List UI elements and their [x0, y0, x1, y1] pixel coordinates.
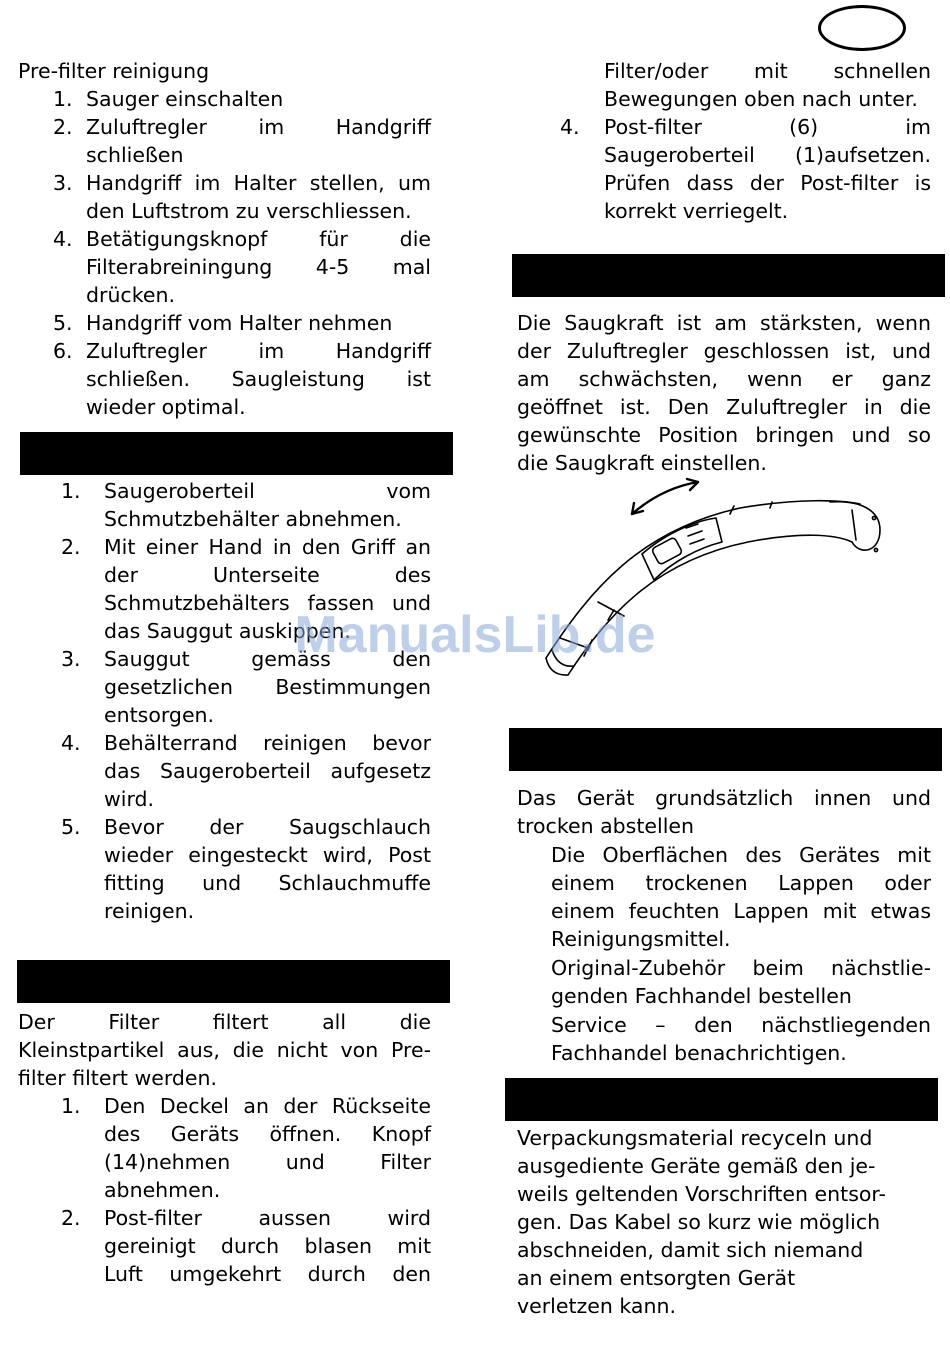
- text-line: Handgriff vom Halter nehmen: [86, 311, 393, 335]
- text-line: Post-filter (6) im: [604, 115, 931, 139]
- list-number: 1.: [61, 1094, 81, 1118]
- text-line: Sauggut gemäss den: [104, 647, 431, 671]
- list-item: [18, 729, 431, 813]
- list-item-text: [104, 813, 431, 925]
- text-line: abschneiden, damit sich niemand: [517, 1238, 864, 1262]
- text-line: das Saugeroberteil aufgesetz: [104, 759, 431, 783]
- list-number: 3.: [53, 171, 73, 195]
- list-item-text: [104, 477, 431, 533]
- list-item: [18, 1204, 431, 1288]
- text-line: an einem entsorgten Gerät: [517, 1266, 796, 1290]
- text-line: schließen: [86, 143, 184, 167]
- list-item-text: [104, 729, 431, 813]
- text-line: Zuluftregler im Handgriff: [86, 339, 431, 363]
- text-line: Filterabreiningung 4-5 mal: [86, 255, 431, 279]
- list-number: 5.: [53, 311, 73, 335]
- list-number: 4.: [53, 227, 73, 251]
- text-line: Betätigungsknopf für die: [86, 227, 431, 251]
- list-number: 1.: [61, 479, 81, 503]
- text-line: Mit einer Hand in den Griff an: [104, 535, 431, 559]
- text-line: einem trockenen Lappen oder: [551, 871, 931, 895]
- postfilter-step-4: [517, 113, 931, 225]
- prefilter-section: [18, 57, 431, 421]
- text-line: (14)nehmen und Filter: [104, 1150, 431, 1174]
- prefilter-title: Pre-filter reinigung: [18, 59, 210, 83]
- prefilter-steps: [18, 85, 431, 421]
- text-line: Prüfen dass der Post-filter is: [604, 171, 931, 195]
- list-item-text: [86, 225, 431, 309]
- text-line: reinigen.: [104, 899, 195, 923]
- maintenance-items: [517, 841, 931, 1067]
- continued-text: [517, 57, 931, 113]
- maintenance-item: [551, 1011, 931, 1067]
- section-header-bar: [512, 254, 945, 297]
- list-item-text: [104, 645, 431, 729]
- list-number: 2.: [61, 535, 81, 559]
- suction-text: [517, 309, 931, 477]
- hose-handle-illustration: [530, 470, 890, 690]
- maintenance-intro: [517, 784, 931, 840]
- text-line: der Zuluftregler geschlossen ist, und: [517, 339, 931, 363]
- list-item-text: [86, 113, 431, 169]
- text-line: filter filtert werden.: [18, 1066, 218, 1090]
- text-line: drücken.: [86, 283, 175, 307]
- text-line: Den Deckel an der Rückseite: [104, 1094, 431, 1118]
- list-item-text: [104, 533, 431, 645]
- maintenance-item: [551, 841, 931, 953]
- list-number: 5.: [61, 815, 81, 839]
- section-header-bar: [509, 728, 942, 771]
- text-line: abnehmen.: [104, 1178, 221, 1202]
- text-line: Saugeroberteil (1)aufsetzen.: [604, 143, 931, 167]
- postfilter-steps: [18, 1092, 431, 1288]
- text-line: das Sauggut auskippen.: [104, 619, 351, 643]
- list-item-text: [86, 337, 431, 421]
- maintenance-section: [517, 784, 931, 1067]
- suction-section: [517, 309, 931, 477]
- list-item-text: [86, 169, 431, 225]
- text-line: Verpackungsmaterial recyceln und: [517, 1126, 873, 1150]
- list-item: [18, 477, 431, 533]
- text-line: Saugeroberteil vom: [104, 479, 431, 503]
- text-line: Behälterrand reinigen bevor: [104, 731, 431, 755]
- text-line: Das Gerät grundsätzlich innen und: [517, 786, 931, 810]
- list-item: [18, 309, 431, 337]
- text-line: Schmutzbehälters fassen und: [104, 591, 431, 615]
- text-line: Der Filter filtert all die: [18, 1010, 431, 1034]
- text-line: den Luftstrom zu verschliessen.: [86, 199, 412, 223]
- list-item: [18, 813, 431, 925]
- text-line: Luft umgekehrt durch den: [104, 1262, 431, 1286]
- text-line: Original-Zubehör beim nächstlie-: [551, 956, 931, 980]
- text-line: Zuluftregler im Handgriff: [86, 115, 431, 139]
- list-item: [18, 169, 431, 225]
- list-item-text: [604, 113, 931, 225]
- language-badge-oval: [818, 5, 906, 51]
- list-item: [18, 1092, 431, 1204]
- text-line: gereinigt durch blasen mit: [104, 1234, 431, 1258]
- text-line: entsorgen.: [104, 703, 215, 727]
- watermark: ManualsLib.de: [294, 606, 656, 664]
- list-number: 3.: [61, 647, 81, 671]
- text-line: ausgediente Geräte gemäß den je-: [517, 1154, 876, 1178]
- list-item: [18, 337, 431, 421]
- list-number: 4.: [560, 115, 580, 139]
- text-line: Handgriff im Halter stellen, um: [86, 171, 431, 195]
- list-item-text: [86, 85, 431, 113]
- text-line: gesetzlichen Bestimmungen: [104, 675, 431, 699]
- list-number: 4.: [61, 731, 81, 755]
- container-steps: [18, 477, 431, 925]
- text-line: gen. Das Kabel so kurz wie möglich: [517, 1210, 881, 1234]
- container-cleaning-section: [18, 477, 431, 925]
- text-line: wird.: [104, 787, 155, 811]
- text-line: schließen. Saugleistung ist: [86, 367, 431, 391]
- postfilter-section: [18, 1008, 431, 1288]
- text-line: Die Saugkraft ist am stärksten, wenn: [517, 311, 931, 335]
- text-line: Bevor der Saugschlauch: [104, 815, 431, 839]
- list-number: 2.: [53, 115, 73, 139]
- text-line: des Geräts öffnen. Knopf: [104, 1122, 431, 1146]
- list-item: [18, 85, 431, 113]
- maintenance-item: [551, 954, 931, 1010]
- list-item: [18, 533, 431, 645]
- text-line: wieder optimal.: [86, 395, 246, 419]
- text-line: Bewegungen oben nach unter.: [604, 87, 918, 111]
- text-line: Post-filter aussen wird: [104, 1206, 431, 1230]
- text-line: fitting und Schlauchmuffe: [104, 871, 431, 895]
- text-line: Filter/oder mit schnellen: [604, 59, 931, 83]
- list-number: 1.: [53, 87, 73, 111]
- text-line: der Unterseite des: [104, 563, 431, 587]
- section-header-bar: [20, 432, 453, 475]
- text-line: Reinigungsmittel.: [551, 927, 731, 951]
- text-line: Fachhandel benachrichtigen.: [551, 1041, 847, 1065]
- list-number: 2.: [61, 1206, 81, 1230]
- postfilter-intro: [18, 1008, 431, 1092]
- list-item: [18, 113, 431, 169]
- list-item-text: [104, 1204, 431, 1288]
- list-item: [517, 113, 931, 225]
- text-line: Sauger einschalten: [86, 87, 284, 111]
- list-number: 6.: [53, 339, 73, 363]
- section-header-bar: [505, 1078, 938, 1121]
- text-line: genden Fachhandel bestellen: [551, 984, 852, 1008]
- text-line: Schmutzbehälter abnehmen.: [104, 507, 402, 531]
- text-line: weils geltenden Vorschriften entsor-: [517, 1182, 886, 1206]
- text-line: wieder eingesteckt wird, Post: [104, 843, 431, 867]
- text-line: die Saugkraft einstellen.: [517, 451, 767, 475]
- text-line: Die Oberflächen des Gerätes mit: [551, 843, 931, 867]
- list-item: [18, 645, 431, 729]
- list-item: [18, 225, 431, 309]
- list-item-text: [104, 1092, 431, 1204]
- text-line: korrekt verriegelt.: [604, 199, 789, 223]
- text-line: einem feuchten Lappen mit etwas: [551, 899, 931, 923]
- postfilter-continued: [517, 57, 931, 225]
- list-item-text: [86, 309, 431, 337]
- text-line: geöffnet ist. Den Zuluftregler in die: [517, 395, 931, 419]
- text-line: trocken abstellen: [517, 814, 694, 838]
- disposal-text: [517, 1124, 931, 1320]
- text-line: verletzen kann.: [517, 1294, 676, 1318]
- section-header-bar: [17, 960, 450, 1003]
- text-line: gewünschte Position bringen und so: [517, 423, 931, 447]
- text-line: Service – den nächstliegenden: [551, 1013, 931, 1037]
- text-line: Kleinstpartikel aus, die nicht von Pre-: [18, 1038, 431, 1062]
- disposal-section: [517, 1124, 931, 1320]
- text-line: am schwächsten, wenn er ganz: [517, 367, 931, 391]
